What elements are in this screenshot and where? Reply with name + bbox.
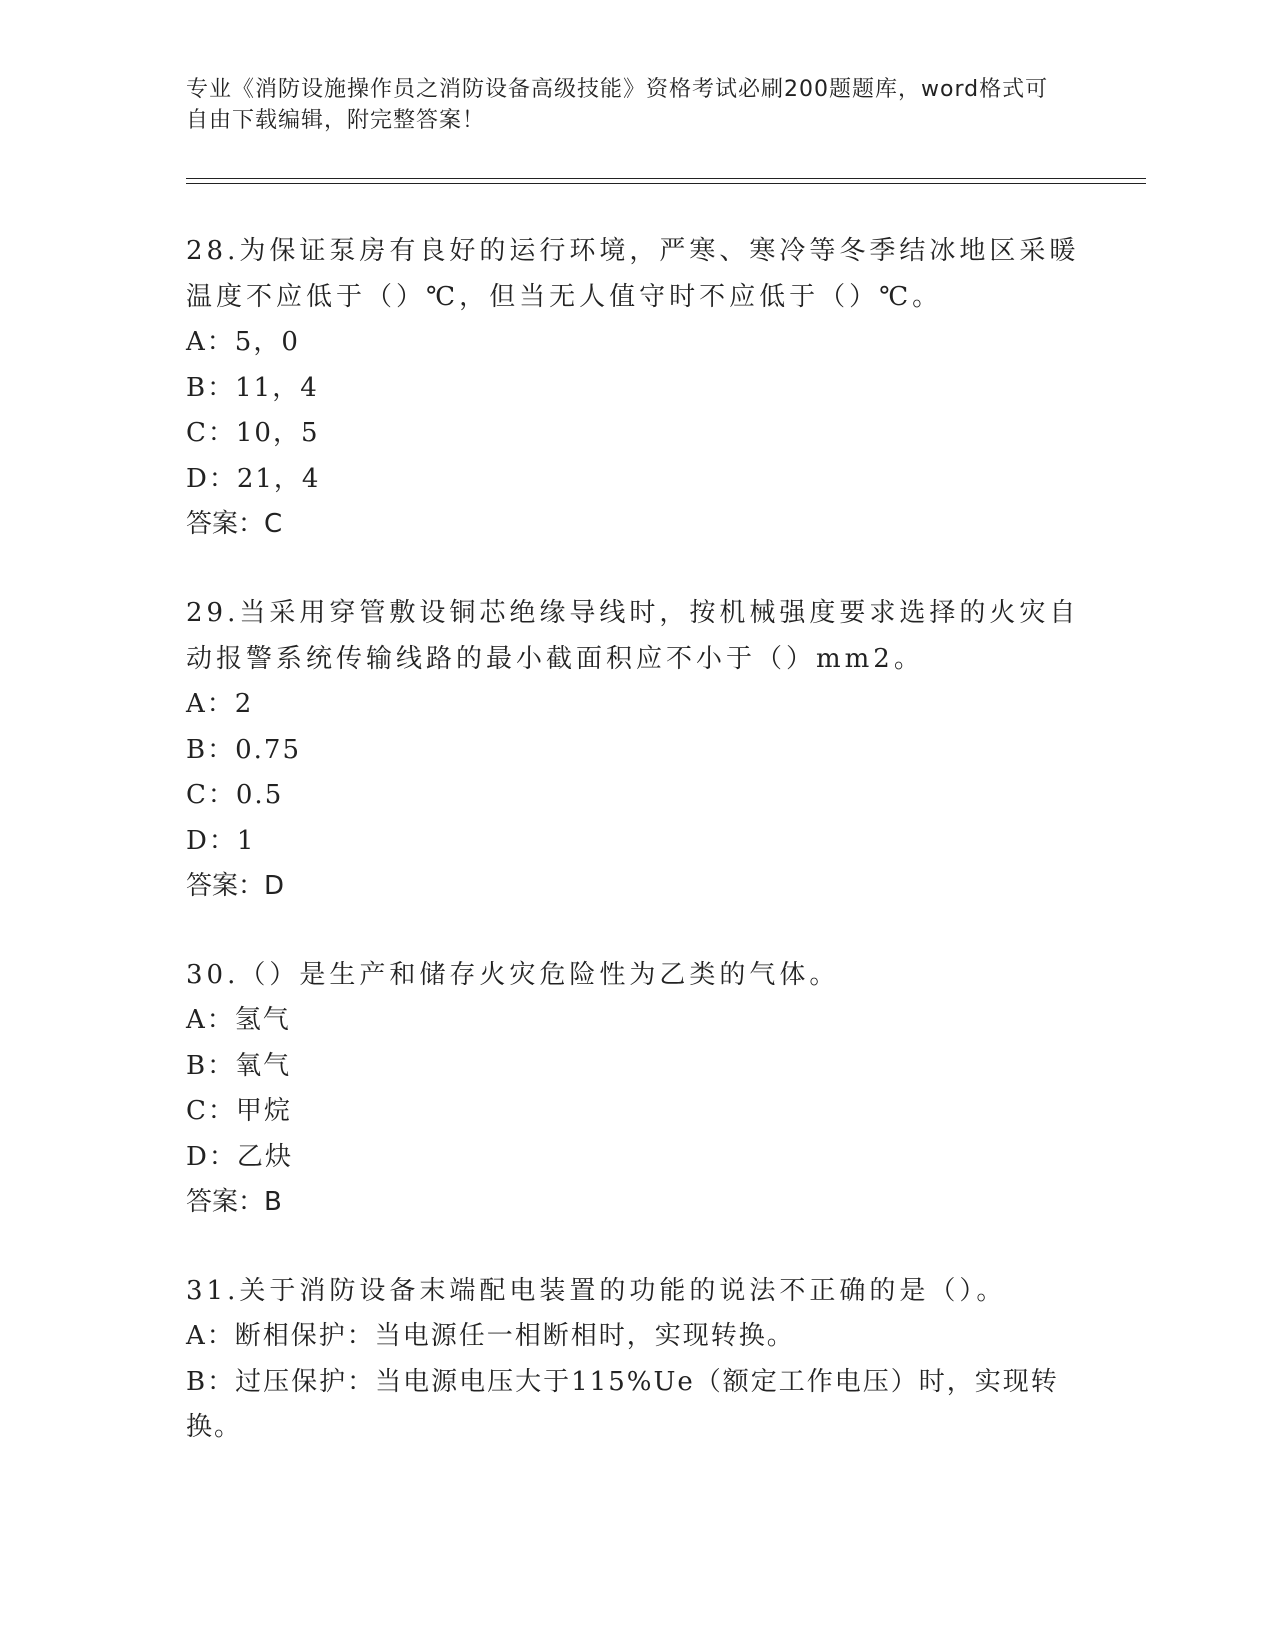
question-28: [186, 228, 1086, 547]
answer-label: 答案：D: [186, 871, 285, 901]
question-31: [186, 1268, 1086, 1451]
question-stem: 28.为保证泵房有良好的运行环境，严寒、寒冷等冬季结冰地区采暖温度不应低于（）℃，但当无人值守时不应低于（）℃。: [186, 236, 1080, 312]
question-stem: 30.（）是生产和储存火灾危险性为乙类的气体。: [186, 960, 840, 990]
option-b: B：11，4: [186, 372, 319, 403]
option-b: B：过压保护：当电源电压大于115%Ue（额定工作电压）时，实现转换。: [186, 1366, 1059, 1442]
option-c: C：10，5: [186, 418, 320, 448]
question-29: [186, 590, 1086, 909]
option-c: C：0.5: [186, 780, 284, 810]
option-a: A：断相保护：当电源任一相断相时，实现转换。: [186, 1321, 795, 1351]
option-d: D：乙炔: [186, 1141, 293, 1172]
option-b: B：氧气: [186, 1050, 292, 1081]
question-stem: 31.关于消防设备末端配电装置的功能的说法不正确的是（）。: [186, 1276, 1007, 1306]
answer-label: 答案：B: [186, 1187, 282, 1217]
option-d: D：1: [186, 825, 256, 856]
option-a: A：2: [186, 689, 254, 719]
header-divider-top: [186, 178, 1146, 179]
option-a: A：氢气: [186, 1005, 291, 1035]
option-d: D：21，4: [186, 463, 321, 494]
question-stem: 29.当采用穿管敷设铜芯绝缘导线时，按机械强度要求选择的火灾自动报警系统传输线路的最小截面积应不小于（）mm2。: [186, 598, 1080, 674]
question-30: [186, 952, 1086, 1225]
header-divider-bottom: [186, 183, 1146, 184]
document-header: 专业《消防设施操作员之消防设备高级技能》资格考试必刷200题题库，word格式可自由下载编辑，附完整答案！: [186, 77, 1049, 133]
option-b: B：0.75: [186, 734, 301, 765]
option-a: A：5，0: [186, 327, 300, 357]
option-c: C：甲烷: [186, 1096, 292, 1126]
answer-label: 答案：C: [186, 509, 283, 539]
